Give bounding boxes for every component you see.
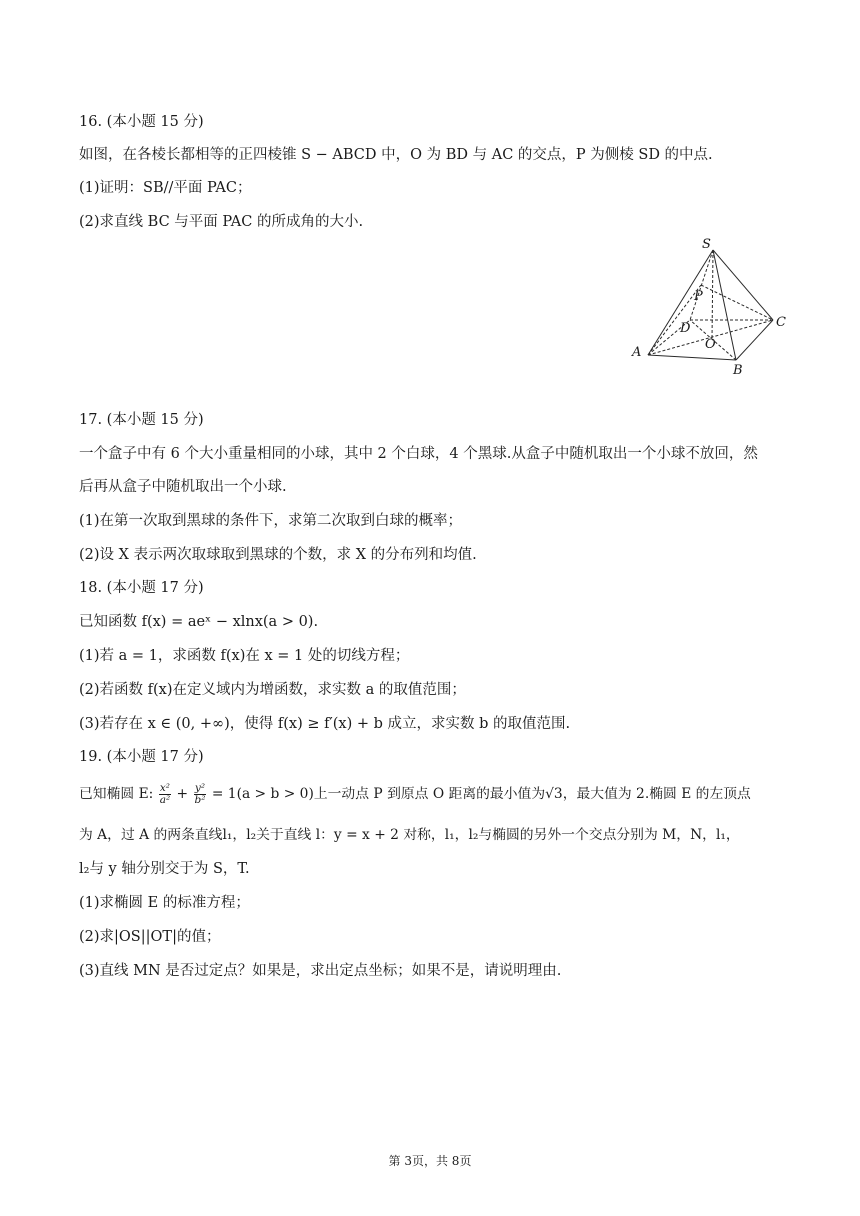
plus-sign: + [172,786,193,802]
edge-AB [648,355,736,360]
q19-stem-suffix: = 1(a > b > 0)上一动点 P 到原点 O 距离的最小值为√3，最大值为 2.椭圆 E 的左顶点 [207,786,751,802]
q16-title: 16. (本小题 15 分) [79,114,204,130]
segment-SO [712,250,713,340]
edge-BC [736,320,773,360]
label-C: C [776,315,786,330]
label-A: A [632,345,642,360]
label-O: O [705,337,716,352]
q19-part3: (3)直线 MN 是否过定点？如果是，求出定点坐标；如果不是，请说明理由. [79,963,562,979]
label-B: B [733,363,743,378]
label-D: D [680,321,691,336]
q19-stem-line1 [79,783,751,806]
edge-SC [713,250,773,320]
label-P: P [694,289,703,304]
q18-title: 18. (本小题 17 分) [79,580,204,596]
label-S: S [702,237,711,252]
q16-part1: (1)证明：SB//平面 PAC； [79,180,252,196]
segment-PC [701,285,773,320]
q19-stem-line2: 为 A，过 A 的两条直线l₁，l₂关于直线 l：y = x + 2 对称，l₁，l₂与椭圆的另外一个交点分别为 M，N，l₁， [79,827,740,843]
q17-stem-line1: 一个盒子中有 6 个大小重量相同的小球，其中 2 个白球，4 个黑球.从盒子中随机取出一个小球不放回，然 [79,446,758,462]
q16-stem: 如图，在各棱长都相等的正四棱锥 S − ABCD 中，O 为 BD 与 AC 的交点，P 为侧棱 SD 的中点. [79,147,713,163]
q18-part1: (1)若 a = 1，求函数 f(x)在 x = 1 处的切线方程； [79,648,410,664]
q19-stem-prefix: 已知椭圆 E: [79,786,158,802]
fraction-x2-a2: $\frac{\text{x²}}{\text{a²}}$ [159,782,171,806]
q19-part1: (1)求椭圆 E 的标准方程； [79,895,250,911]
q16-part2: (2)求直线 BC 与平面 PAC 的所成角的大小. [79,214,364,230]
pyramid-figure [628,232,798,380]
q17-part2: (2)设 X 表示两次取球取到黑球的个数，求 X 的分布列和均值. [79,547,477,563]
q19-part2: (2)求|OS||OT|的值； [79,929,221,945]
fraction-y2-b2: $\frac{\text{y²}}{\text{b²}}$ [194,782,206,806]
page-number: 第 3页，共 8页 [388,1154,472,1168]
q17-part1: (1)在第一次取到黑球的条件下，求第二次取到白球的概率； [79,513,463,529]
q17-stem-line2: 后再从盒子中随机取出一个小球. [79,479,287,495]
q18-part3: (3)若存在 x ∈ (0, +∞)，使得 f(x) ≥ f′(x) + b 成立，求实数 b 的取值范围. [79,716,571,732]
q18-part2: (2)若函数 f(x)在定义域内为增函数，求实数 a 的取值范围； [79,682,466,698]
q18-stem: 已知函数 f(x) = aeˣ − xlnx(a > 0). [79,614,319,630]
q19-title: 19. (本小题 17 分) [79,749,204,765]
q19-stem-line3: l₂与 y 轴分别交于为 S，T. [79,861,250,877]
q17-title: 17. (本小题 15 分) [79,412,204,428]
